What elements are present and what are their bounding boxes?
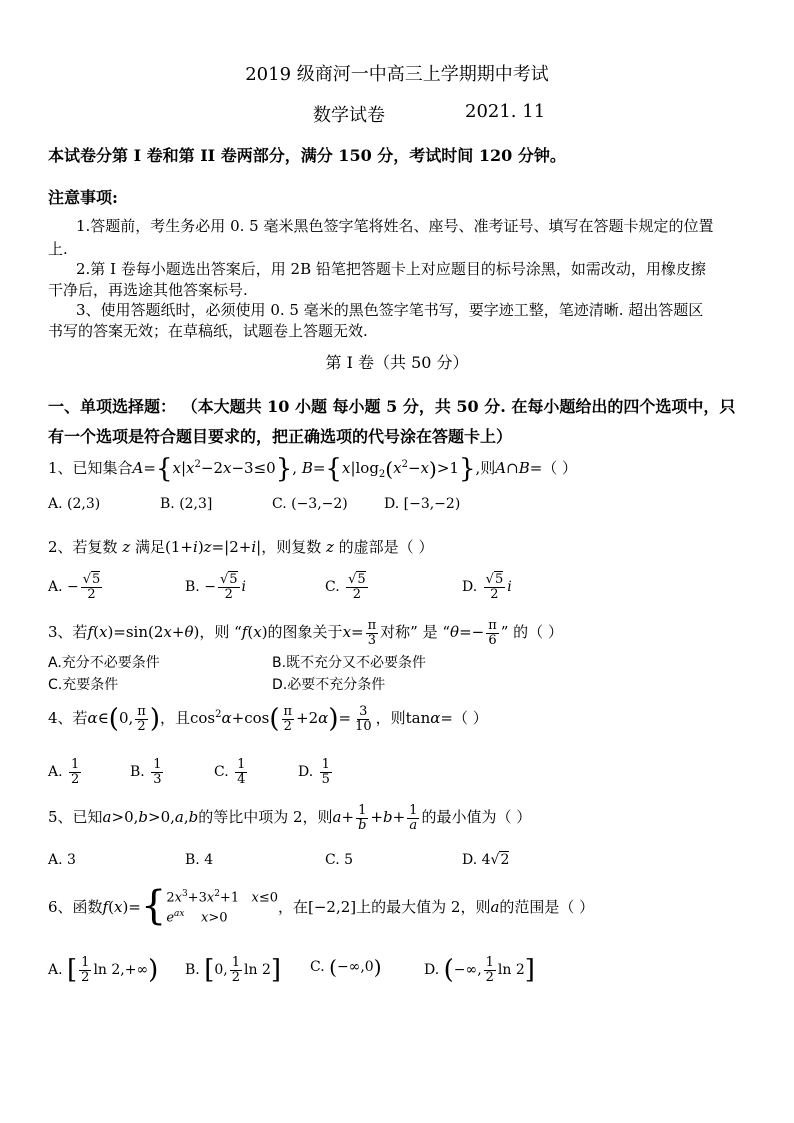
question-1: 1、已知集合$A=\{x|x^2-2x-3\le 0\}$, $B=\{x|\log_2(x^2-x)>1\}$,则A∩B=（ ） xyxy=(48,454,578,484)
q1-option-d: D. [−3,−2) xyxy=(384,496,461,512)
q4-option-d: D. $\frac{1}{5}$ xyxy=(298,757,330,787)
exam-title: 2019 级商河一中高三上学期期中考试 xyxy=(245,64,549,85)
q5-option-c: C. 5 xyxy=(325,852,354,868)
question-2: 2、若复数 z 满足(1+i)z=|2+i|，则复数 z 的虚部是（ ） xyxy=(48,538,434,556)
q3-option-c: C.充要条件 xyxy=(48,677,119,693)
part1-title: 第 I 卷（共 50 分） xyxy=(325,353,469,372)
notice-item-1: 1.答题前，考生务必用 0. 5 毫米黑色签字笔将姓名、座号、准考证号、填写在答题卡规定的位置 xyxy=(76,217,714,235)
q6-piecewise: { $2x^3+3x^2+1$ x≤0 $e^{ax}$ x>0 xyxy=(140,883,278,929)
q5-option-d: D. 4√2 xyxy=(462,852,510,868)
q4-option-a: A. $\frac{1}{2}$ xyxy=(48,757,80,787)
question-3: 3、若f(x)=sin(2x+θ)，则 “f(x)的图象关于x= $\frac{\pi}{3}$ 对称” 是 “θ=− $\frac{\pi}{6}$ ” 的（ ） xyxy=(48,618,563,648)
q2-option-c: C. $\frac{√5}{2}$ xyxy=(325,572,366,602)
exam-intro: 本试卷分第 I 卷和第 II 卷两部分，满分 150 分，考试时间 120 分钟。 xyxy=(48,146,566,165)
q2-option-b: B. − $\frac{√5}{2}$ i xyxy=(185,572,246,602)
notice-item-2: 2.第 I 卷每小题选出答案后，用 2B 铅笔把答题卡上对应题目的标号涂黑，如需改动，用橡皮擦 xyxy=(76,260,706,278)
q3-option-b: B.既不充分又不必要条件 xyxy=(272,655,427,671)
q1-option-c: C. (−3,−2) xyxy=(272,496,348,512)
notice-item-3-cont: 书写的答案无效；在草稿纸，试题卷上答题无效. xyxy=(48,322,368,340)
question-1-tail: ,则 xyxy=(475,459,496,477)
q6-option-a: A. [ $\frac{1}{2}$ ln 2,+∞) xyxy=(48,954,159,985)
q4-option-b: B. $\frac{1}{3}$ xyxy=(130,757,162,787)
q3-option-d: D.必要不充分条件 xyxy=(272,677,386,693)
q6-option-b: B. [0, $\frac{1}{2}$ ln 2] xyxy=(185,954,282,985)
exam-date: 2021. 11 xyxy=(465,101,546,122)
question-5: 5、已知a>0,b>0,a,b的等比中项为 2，则a+ $\frac{1}{b}$ +b+ $\frac{1}{a}$ 的最小值为（ ） xyxy=(48,803,532,833)
q3-option-a: A.充分不必要条件 xyxy=(48,655,160,671)
q6-option-c: C. (−∞,0) xyxy=(310,955,382,979)
subject-label: 数学试卷 xyxy=(313,105,385,126)
q1-set-a: A xyxy=(132,459,144,477)
question-1-end: =（ ） xyxy=(529,459,578,477)
q1-option-a: A. (2,3) xyxy=(48,496,101,512)
q2-option-a: A. − $\frac{√5}{2}$ xyxy=(48,572,101,602)
notice-item-3: 3、使用答题纸时，必须使用 0. 5 毫米的黑色签字笔书写，要字迹工整，笔迹清晰. 超出答题区 xyxy=(76,301,704,319)
q6-option-d: D. (−∞, $\frac{1}{2}$ ln 2] xyxy=(424,954,535,985)
question-1-lead: 1、已知集合 xyxy=(48,459,133,477)
notice-item-2-cont: 干净后，再选途其他答案标号. xyxy=(48,281,248,299)
question-6: 6、函数f(x)= { $2x^3+3x^2+1$ x≤0 $e^{ax}$ x>0 ，在[−2,2]上的最大值为 2，则a的范围是（ ） xyxy=(48,883,595,929)
section-instruction: 一、单项选择题： （本大题共 10 小题 每小题 5 分，共 50 分. 在每小题给出的四个选项中，只 xyxy=(48,397,736,416)
notice-item-1-cont: 上. xyxy=(48,240,68,258)
q4-option-c: C. $\frac{1}{4}$ xyxy=(214,757,246,787)
question-4: 4、若α∈(0, $\frac{\pi}{2}$ )，且$\cos^2\alpha+\cos$( $\frac{\pi}{2}$ +2α)= $\frac{3}{10}$ ，则tanα=（ ） xyxy=(48,703,488,734)
q1-set-b: B xyxy=(301,459,313,477)
q5-option-b: B. 4 xyxy=(185,852,214,868)
q1-option-b: B. (2,3] xyxy=(160,496,213,512)
question-2-lead: 2、若复数 xyxy=(48,538,118,556)
notice-heading: 注意事项: xyxy=(48,188,118,207)
section-instruction-cont: 有一个选项是符合题目要求的，把正确选项的代号涂在答题卡上） xyxy=(48,427,513,446)
q5-option-a: A. 3 xyxy=(48,852,76,868)
q2-option-d: D. $\frac{√5}{2}$ i xyxy=(462,572,512,602)
